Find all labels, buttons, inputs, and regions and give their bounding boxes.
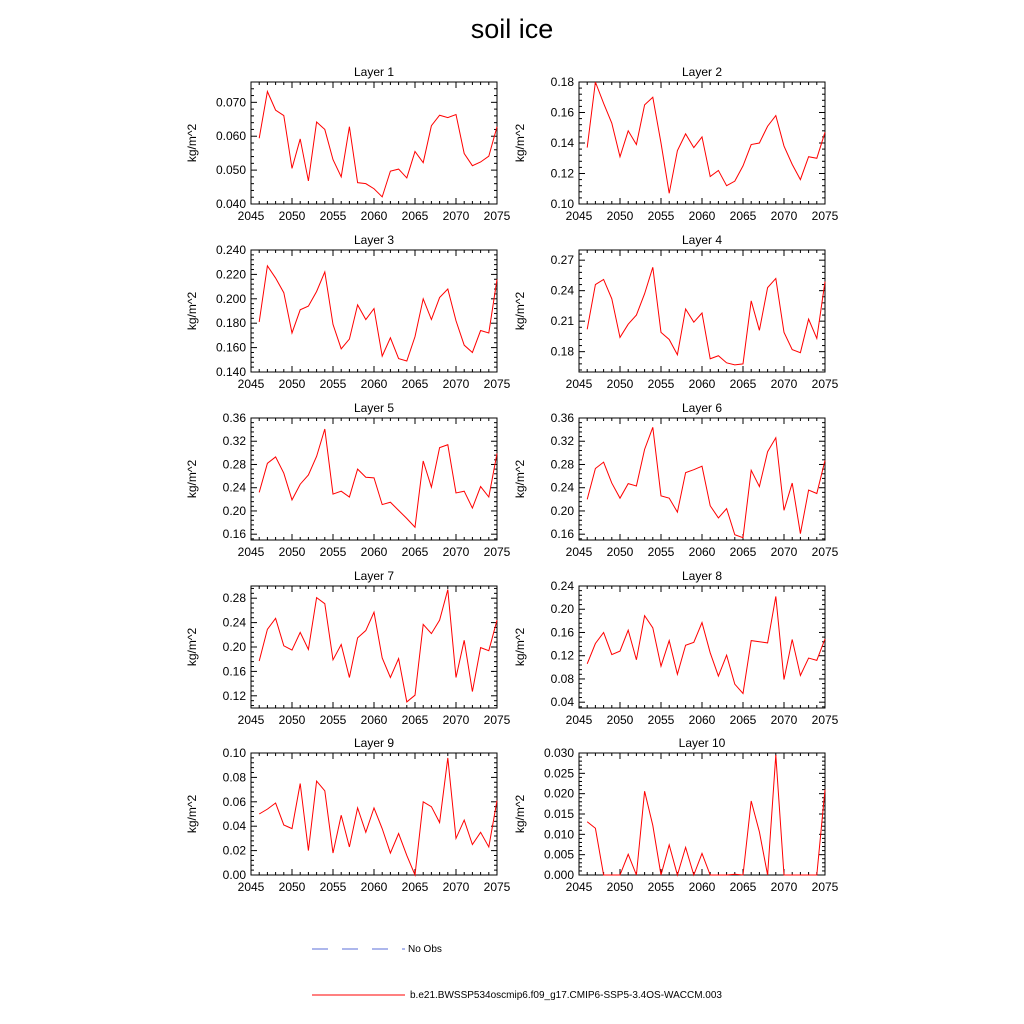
series-line [587, 755, 825, 875]
series-line [587, 267, 825, 365]
y-tick-label: 0.16 [550, 625, 574, 640]
panel-title: Layer 5 [353, 401, 395, 415]
panel-frame [251, 753, 497, 875]
y-axis-label: kg/m^2 [513, 794, 527, 834]
x-tick-label: 2050 [606, 880, 634, 894]
x-tick-label: 2070 [442, 880, 470, 894]
x-tick-label: 2075 [811, 377, 839, 391]
y-tick-label: 0.18 [550, 344, 574, 359]
x-tick-label: 2065 [729, 377, 757, 391]
panel-frame [579, 586, 825, 708]
panel-1 [185, 65, 511, 223]
panel-title: Layer 3 [353, 233, 395, 247]
x-tick-label: 2070 [770, 880, 798, 894]
x-tick-label: 2060 [360, 545, 388, 559]
x-tick-label: 2075 [483, 713, 511, 727]
y-tick-label: 0.070 [215, 95, 246, 110]
x-tick-label: 2060 [688, 545, 716, 559]
x-tick-label: 2075 [811, 209, 839, 223]
y-tick-label: 0.20 [550, 503, 574, 518]
y-axis-label: kg/m^2 [185, 459, 199, 499]
y-tick-label: 0.24 [550, 480, 574, 495]
panel-7 [185, 569, 511, 727]
x-tick-label: 2060 [360, 713, 388, 727]
x-tick-label: 2065 [401, 545, 429, 559]
x-tick-label: 2050 [606, 377, 634, 391]
y-tick-label: 0.27 [550, 253, 574, 268]
panel-title: Layer 7 [353, 569, 395, 583]
y-axis-label: kg/m^2 [185, 123, 199, 163]
y-tick-label: 0.16 [550, 527, 574, 542]
y-axis-label: kg/m^2 [185, 291, 199, 331]
series-line [587, 427, 825, 537]
x-tick-label: 2060 [360, 880, 388, 894]
y-tick-label: 0.16 [550, 105, 574, 120]
y-tick-label: 0.32 [550, 434, 574, 449]
x-tick-label: 2070 [770, 209, 798, 223]
y-tick-label: 0.08 [550, 671, 574, 686]
x-tick-label: 2055 [319, 545, 347, 559]
panel-frame [579, 250, 825, 372]
x-tick-label: 2060 [360, 377, 388, 391]
y-tick-label: 0.005 [543, 847, 574, 862]
panel-title: Layer 6 [681, 401, 723, 415]
x-tick-label: 2065 [729, 545, 757, 559]
y-tick-label: 0.200 [215, 291, 246, 306]
panel-2 [513, 65, 839, 223]
y-tick-label: 0.06 [222, 794, 246, 809]
x-tick-label: 2050 [278, 209, 306, 223]
x-tick-label: 2050 [606, 209, 634, 223]
y-tick-label: 0.16 [222, 527, 246, 542]
y-tick-label: 0.20 [222, 640, 246, 654]
x-tick-label: 2045 [565, 209, 593, 223]
x-tick-label: 2065 [729, 713, 757, 727]
panel-title: Layer 9 [353, 736, 395, 750]
y-tick-label: 0.04 [222, 819, 246, 834]
y-tick-label: 0.18 [550, 75, 574, 89]
x-tick-label: 2065 [729, 209, 757, 223]
y-tick-label: 0.36 [550, 411, 574, 425]
x-tick-label: 2070 [770, 545, 798, 559]
y-tick-label: 0.16 [222, 664, 246, 679]
panel-4 [513, 233, 839, 391]
panel-6 [513, 401, 839, 559]
panel-frame [579, 82, 825, 204]
y-tick-label: 0.030 [543, 746, 574, 760]
x-tick-label: 2055 [319, 377, 347, 391]
x-tick-label: 2070 [442, 377, 470, 391]
y-tick-label: 0.20 [222, 503, 246, 518]
y-tick-label: 0.32 [222, 434, 246, 449]
x-tick-label: 2075 [483, 377, 511, 391]
panel-5 [185, 401, 511, 559]
y-tick-label: 0.12 [222, 688, 246, 703]
series-line [587, 596, 825, 693]
x-tick-label: 2070 [442, 713, 470, 727]
panel-title: Layer 1 [353, 65, 395, 79]
x-tick-label: 2045 [565, 713, 593, 727]
y-axis-label: kg/m^2 [513, 459, 527, 499]
x-tick-label: 2050 [278, 377, 306, 391]
x-tick-label: 2050 [278, 545, 306, 559]
x-tick-label: 2050 [606, 713, 634, 727]
x-tick-label: 2050 [278, 713, 306, 727]
x-tick-label: 2045 [237, 209, 265, 223]
x-tick-label: 2055 [647, 880, 675, 894]
y-tick-label: 0.240 [215, 243, 246, 257]
panel-title: Layer 10 [678, 736, 726, 750]
y-tick-label: 0.025 [543, 766, 574, 781]
panel-title: Layer 8 [681, 569, 723, 583]
x-tick-label: 2075 [811, 545, 839, 559]
y-tick-label: 0.040 [215, 197, 246, 211]
panel-9 [185, 736, 511, 894]
x-tick-label: 2075 [483, 545, 511, 559]
x-tick-label: 2045 [237, 880, 265, 894]
y-tick-label: 0.220 [215, 267, 246, 282]
x-tick-label: 2055 [647, 209, 675, 223]
x-tick-label: 2045 [565, 377, 593, 391]
x-tick-label: 2045 [565, 880, 593, 894]
y-tick-label: 0.015 [543, 807, 574, 821]
y-tick-label: 0.36 [222, 411, 246, 425]
x-tick-label: 2070 [442, 209, 470, 223]
x-tick-label: 2065 [729, 880, 757, 894]
panel-title: Layer 2 [681, 65, 723, 79]
y-tick-label: 0.21 [550, 314, 574, 329]
y-axis-label: kg/m^2 [513, 123, 527, 163]
x-tick-label: 2065 [401, 713, 429, 727]
x-tick-label: 2060 [688, 713, 716, 727]
x-tick-label: 2075 [811, 880, 839, 894]
y-tick-label: 0.010 [543, 827, 574, 842]
x-tick-label: 2045 [237, 377, 265, 391]
series-line [259, 758, 497, 875]
y-tick-label: 0.060 [215, 129, 246, 144]
x-tick-label: 2060 [360, 209, 388, 223]
panel-frame [579, 418, 825, 540]
y-tick-label: 0.000 [543, 868, 574, 882]
y-tick-label: 0.10 [550, 197, 574, 211]
x-tick-label: 2055 [647, 545, 675, 559]
y-tick-label: 0.28 [222, 591, 246, 606]
y-axis-label: kg/m^2 [513, 627, 527, 667]
x-tick-label: 2045 [237, 713, 265, 727]
y-tick-label: 0.180 [215, 316, 246, 331]
panel-frame [251, 586, 497, 708]
x-tick-label: 2055 [319, 880, 347, 894]
x-tick-label: 2045 [565, 545, 593, 559]
y-tick-label: 0.12 [550, 648, 574, 663]
x-tick-label: 2065 [401, 880, 429, 894]
x-tick-label: 2060 [688, 209, 716, 223]
y-tick-label: 0.14 [550, 136, 574, 150]
y-tick-label: 0.24 [550, 579, 574, 593]
panel-8 [513, 569, 839, 727]
series-line [259, 590, 497, 702]
x-tick-label: 2065 [401, 377, 429, 391]
y-tick-label: 0.050 [215, 163, 246, 178]
series-line [259, 429, 497, 527]
y-tick-label: 0.10 [222, 746, 246, 760]
series-line [259, 266, 497, 361]
legend [312, 949, 405, 995]
y-tick-label: 0.24 [222, 615, 246, 630]
series-line [259, 91, 497, 196]
y-tick-label: 0.00 [222, 868, 246, 882]
series-line [587, 82, 825, 193]
y-tick-label: 0.28 [222, 457, 246, 472]
x-tick-label: 2070 [770, 377, 798, 391]
x-tick-label: 2075 [483, 209, 511, 223]
x-tick-label: 2050 [606, 545, 634, 559]
x-tick-label: 2065 [401, 209, 429, 223]
y-tick-label: 0.12 [550, 166, 574, 181]
x-tick-label: 2075 [483, 880, 511, 894]
x-tick-label: 2055 [647, 713, 675, 727]
y-tick-label: 0.160 [215, 340, 246, 355]
y-axis-label: kg/m^2 [185, 794, 199, 834]
y-tick-label: 0.28 [550, 457, 574, 472]
x-tick-label: 2075 [811, 713, 839, 727]
x-tick-label: 2060 [688, 377, 716, 391]
y-tick-label: 0.02 [222, 843, 246, 858]
legend-obs-label: No Obs [408, 944, 442, 955]
x-tick-label: 2055 [319, 209, 347, 223]
x-tick-label: 2070 [442, 545, 470, 559]
x-tick-label: 2070 [770, 713, 798, 727]
x-tick-label: 2055 [647, 377, 675, 391]
y-tick-label: 0.08 [222, 770, 246, 785]
y-tick-label: 0.020 [543, 786, 574, 801]
panel-frame [579, 753, 825, 875]
y-axis-label: kg/m^2 [185, 627, 199, 667]
x-tick-label: 2050 [278, 880, 306, 894]
x-tick-label: 2060 [688, 880, 716, 894]
y-tick-label: 0.24 [222, 480, 246, 495]
panel-10 [513, 736, 839, 894]
figure-title: soil ice [470, 14, 554, 44]
legend-model-label: b.e21.BWSSP534oscmip6.f09_g17.CMIP6-SSP5-3.4OS-WACCM.003 [410, 990, 722, 1001]
panel-title: Layer 4 [681, 233, 723, 247]
y-axis-label: kg/m^2 [513, 291, 527, 331]
x-tick-label: 2045 [237, 545, 265, 559]
panel-3 [185, 233, 511, 391]
y-tick-label: 0.140 [215, 365, 246, 379]
y-tick-label: 0.04 [550, 695, 574, 710]
y-tick-label: 0.20 [550, 602, 574, 617]
y-tick-label: 0.24 [550, 283, 574, 298]
x-tick-label: 2055 [319, 713, 347, 727]
